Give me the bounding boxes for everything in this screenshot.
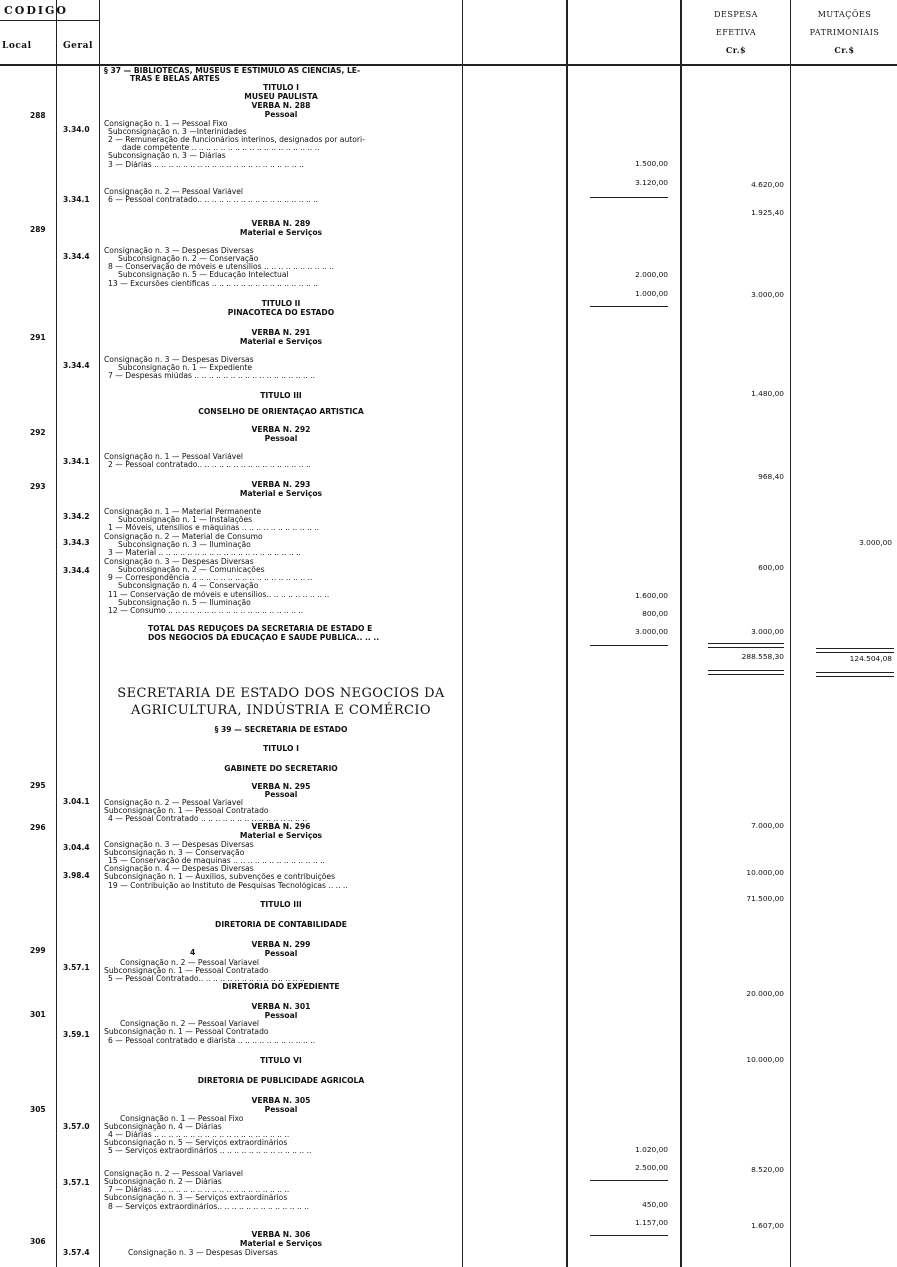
budget-line: VERBA N. 292 [251, 425, 311, 434]
geral-code: 3.34.2 [63, 512, 90, 521]
despesa-value: 1.607,00 [751, 1221, 784, 1230]
total-rule [708, 674, 784, 675]
despesa-value: 7.000,00 [751, 821, 784, 830]
header-despesa-1: DESPESA [714, 10, 758, 19]
budget-line: § 39 — SECRETARIA DE ESTADO [214, 725, 348, 734]
budget-line: VERBA N. 305 [251, 1096, 311, 1105]
budget-line: Consignação n. 2 — Pessoal Variavel [120, 959, 260, 967]
despesa-value: 1.925,40 [751, 208, 784, 217]
budget-line: TRAS E BELAS ARTES [130, 75, 220, 83]
budget-line: VERBA N. 301 [251, 1002, 311, 1011]
budget-line: Subconsignação n. 3 — Diárias [108, 152, 226, 160]
budget-line: 2 — Remuneração de funcionários interinos, designados por autori- [108, 136, 365, 144]
budget-line: Pessoal [264, 434, 298, 443]
budget-line: Material e Serviços [239, 489, 323, 498]
subtotal-value: 1.600,00 [635, 591, 668, 600]
budget-line: DIRETORIA DE PUBLICIDADE AGRICOLA [197, 1076, 365, 1085]
budget-line: Consignação n. 2 — Pessoal Variavel [104, 1170, 244, 1178]
budget-line: Subconsignação n. 1 — Pessoal Contratado [104, 807, 269, 815]
despesa-value: 1.480,00 [751, 389, 784, 398]
budget-line: Material e Serviços [239, 228, 323, 237]
header-geral: Geral [63, 41, 93, 51]
geral-code: 3.34.1 [63, 457, 90, 466]
budget-line: VERBA N. 291 [251, 328, 311, 337]
local-code: 291 [30, 333, 46, 342]
codigo-rule [0, 20, 99, 21]
geral-code: 3.57.0 [63, 1122, 90, 1131]
subtotal-value: 1.020,00 [635, 1145, 668, 1154]
budget-line: 13 — Excursões científicas .. .. .. .. .. .. .. .. .. .. .. .. .. .. .. [108, 280, 319, 288]
budget-line: Consignação n. 1 — Pessoal Fixo [120, 1115, 244, 1123]
despesa-value: 3.000,00 [751, 627, 784, 636]
budget-line: Consignação n. 2 — Pessoal Variável [104, 188, 244, 196]
budget-line: VERBA N. 289 [251, 219, 311, 228]
mutacoes-value: 124.504,08 [849, 654, 892, 663]
geral-code: 3.57.4 [63, 1248, 90, 1257]
total-rule [708, 647, 784, 648]
despesa-value: 8.520,00 [751, 1165, 784, 1174]
column-rule-subtotal [566, 0, 568, 1267]
budget-line: Consignação n. 3 — Despesas Diversas [104, 356, 254, 364]
budget-line: VERBA N. 296 [251, 822, 311, 831]
total-rule [708, 643, 784, 644]
budget-line: 8 — Conservação de móveis e utensílios .. .. .. .. .. .. .. .. .. .. [108, 263, 335, 271]
budget-line: Subconsignação n. 3 —Interinidades [108, 128, 247, 136]
budget-line: 4 [190, 949, 196, 957]
budget-line: Pessoal [264, 110, 298, 119]
budget-line: MUSEU PAULISTA [244, 92, 318, 101]
local-code: 305 [30, 1105, 46, 1114]
subtotal-value: 3.000,00 [635, 627, 668, 636]
column-rule-text [462, 0, 463, 1267]
total-rule [816, 676, 894, 677]
budget-line: DIRETORIA DO EXPEDIENTE [222, 982, 340, 991]
section-title-line-1: SECRETARIA DE ESTADO DOS NEGOCIOS DA [117, 686, 445, 701]
despesa-value: 4.620,00 [751, 180, 784, 189]
budget-line: Consignação n. 4 — Despesas Diversas [104, 865, 254, 873]
subtotal-rule [590, 1235, 668, 1236]
subtotal-value: 800,00 [642, 609, 668, 618]
budget-line: Consignação n. 2 — Pessoal Variavel [120, 1020, 260, 1028]
budget-line: Pessoal [264, 790, 298, 799]
budget-line: Subconsignação n. 5 — Educação Intelectual [118, 271, 289, 279]
local-code: 292 [30, 428, 46, 437]
column-rule-local [56, 0, 57, 1267]
geral-code: 3.34.1 [63, 195, 90, 204]
column-rule-mutacoes [790, 0, 791, 1267]
budget-line: GABINETE DO SECRETARIO [224, 764, 338, 773]
local-code: 293 [30, 482, 46, 491]
budget-line: Subconsignação n. 4 — Conservação [118, 582, 259, 590]
budget-line: 9 — Correspondência .. .. .. .. .. .. .. .. .. .. .. .. .. .. .. .. .. [108, 574, 313, 582]
budget-line: 11 — Conservação de móveis e utensílios.. .. .. .. .. .. .. .. .. [108, 591, 330, 599]
header-bottom-rule [0, 64, 897, 66]
subtotal-rule [590, 197, 668, 198]
budget-line: TITULO I [263, 83, 299, 92]
budget-line: Consignação n. 3 — Despesas Diversas [128, 1249, 278, 1257]
header-despesa-2: EFETIVA [715, 28, 757, 37]
despesa-value: 10.000,00 [746, 1055, 784, 1064]
geral-code: 3.57.1 [63, 963, 90, 972]
budget-line: Pessoal [264, 1105, 298, 1114]
geral-code: 3.04.4 [63, 843, 90, 852]
local-code: 295 [30, 781, 46, 790]
local-code: 301 [30, 1010, 46, 1019]
total-rule [816, 648, 894, 649]
budget-line: 4 — Diárias .. .. .. .. .. .. .. .. .. .. .. .. .. .. .. .. .. .. .. [108, 1131, 290, 1139]
geral-code: 3.59.1 [63, 1030, 90, 1039]
budget-line: 6 — Pessoal contratado.. .. .. .. .. .. .. .. .. .. .. .. .. .. .. .. .. [108, 196, 319, 204]
budget-line: DIRETORIA DE CONTABILIDADE [215, 920, 347, 929]
section-title-line-2: AGRICULTURA, INDÚSTRIA E COMÉRCIO [131, 703, 431, 718]
budget-line: 5 — Pessoal Contratado.. .. .. .. .. .. .. .. .. .. .. .. .. .. .. [108, 975, 305, 983]
budget-line: Subconsignação n. 1 — Pessoal Contratado [104, 967, 269, 975]
geral-code: 3.34.3 [63, 538, 90, 547]
subtotal-value: 2.000,00 [635, 270, 668, 279]
budget-line: Pessoal [264, 1011, 298, 1020]
budget-line: TITULO I [263, 744, 299, 753]
budget-line: VERBA N. 288 [251, 101, 311, 110]
budget-line: Subconsignação n. 3 — Conservação [104, 849, 245, 857]
header-codigo: CODIGO [4, 4, 68, 17]
budget-line: § 37 — BIBLIOTECAS, MUSEUS E ESTÍMULO AS CIENCIAS, LE- [104, 67, 361, 75]
budget-line: Consignação n. 1 — Material Permanente [104, 508, 262, 516]
local-code: 289 [30, 225, 46, 234]
budget-line: 19 — Contribuição ao Instituto de Pesquisas Tecnológicas .. .. .. [108, 882, 348, 890]
mutacoes-value: 3.000,00 [859, 538, 892, 547]
budget-line: Consignação n. 3 — Despesas Diversas [104, 558, 254, 566]
header-despesa-3: Cr.$ [725, 45, 747, 55]
despesa-value: 600,00 [758, 563, 784, 572]
geral-code: 3.98.4 [63, 871, 90, 880]
budget-line: TOTAL DAS REDUÇÕES DA SECRETARIA DE ESTADO E [148, 625, 373, 633]
despesa-value: 10.000,00 [746, 868, 784, 877]
header-mutacoes-2: PATRIMONIAIS [809, 28, 880, 37]
budget-line: DOS NEGÓCIOS DA EDUCAÇÃO E SAUDE PUBLICA.. .. .. [148, 634, 380, 642]
budget-line: 3 — Material .. .. .. .. .. .. .. .. .. .. .. .. .. .. .. .. .. .. .. .. [108, 549, 301, 557]
geral-code: 3.34.4 [63, 566, 90, 575]
subtotal-value: 450,00 [642, 1200, 668, 1209]
local-code: 306 [30, 1237, 46, 1246]
budget-line: Subconsignação n. 1 — Pessoal Contratado [104, 1028, 269, 1036]
total-rule [708, 670, 784, 671]
budget-line: TITULO III [260, 900, 302, 909]
header-mutacoes-3: Cr.$ [834, 45, 855, 55]
budget-line: VERBA N. 306 [251, 1230, 311, 1239]
budget-line: 15 — Conservação de maquinas .. .. .. .. .. .. .. .. .. .. .. .. .. [108, 857, 325, 865]
budget-line: TITULO II [261, 299, 301, 308]
despesa-value: 20.000,00 [746, 989, 784, 998]
geral-code: 3.57.1 [63, 1178, 90, 1187]
subtotal-value: 3.120,00 [635, 178, 668, 187]
geral-code: 3.34.4 [63, 252, 90, 261]
budget-line: 3 — Diárias .. .. .. .. .. .. .. .. .. .. .. .. .. .. .. .. .. .. .. .. .. [108, 161, 304, 169]
despesa-value: 288.558,30 [741, 652, 784, 661]
budget-line: 7 — Diárias .. .. .. .. .. .. .. .. .. .. .. .. .. .. .. .. .. .. .. [108, 1186, 290, 1194]
budget-line: TITULO VI [260, 1056, 302, 1065]
budget-line: Subconsignação n. 3 — Serviços extraordinários [104, 1194, 288, 1202]
budget-line: Consignação n. 1 — Pessoal Variável [104, 453, 244, 461]
budget-line: 5 — Serviços extraordinários .. .. .. .. .. .. .. .. .. .. .. .. .. [108, 1147, 312, 1155]
budget-line: Material e Serviços [239, 831, 323, 840]
budget-line: Subconsignação n. 3 — Iluminação [118, 541, 251, 549]
geral-code: 3.04.1 [63, 797, 90, 806]
budget-line: 1 — Móveis, utensílios e máquinas .. .. .. .. .. .. .. .. .. .. .. [108, 524, 320, 532]
budget-line: Consignação n. 2 — Material de Consumo [104, 533, 263, 541]
despesa-value: 71.500,00 [746, 894, 784, 903]
subtotal-rule [590, 1180, 668, 1181]
total-rule [816, 672, 894, 673]
budget-line: Subconsignação n. 1 — Auxílios, subvenções e contribuições [104, 873, 336, 881]
despesa-value: 3.000,00 [751, 290, 784, 299]
budget-line: Pessoal [264, 949, 298, 958]
budget-line: dade competente .. .. .. .. .. .. .. .. .. .. .. .. .. .. .. .. .. .. [122, 144, 320, 152]
budget-line: Subconsignação n. 5 — Iluminação [118, 599, 251, 607]
geral-code: 3.34.4 [63, 361, 90, 370]
budget-line: PINACOTECA DO ESTADO [227, 308, 335, 317]
budget-line: CONSELHO DE ORIENTAÇAO ARTISTICA [198, 407, 364, 416]
subtotal-rule [590, 306, 668, 307]
budget-line: Subconsignação n. 4 — Diárias [104, 1123, 222, 1131]
subtotal-value: 1.157,00 [635, 1218, 668, 1227]
despesa-value: 968,40 [758, 472, 784, 481]
budget-line: 8 — Serviços extraordinários.. .. .. .. .. .. .. .. .. .. .. .. .. [108, 1203, 310, 1211]
budget-line: Material e Serviços [239, 1239, 323, 1248]
subtotal-rule [590, 645, 668, 646]
header-mutacoes-1: MUTAÇÕES [817, 10, 872, 19]
budget-line: VERBA N. 299 [251, 940, 311, 949]
budget-line: 4 — Pessoal Contratado .. .. .. .. .. .. .. .. .. .. .. .. .. .. .. [108, 815, 308, 823]
budget-line: VERBA N. 295 [251, 782, 311, 791]
budget-line: TITULO III [260, 391, 302, 400]
budget-line: 6 — Pessoal contratado e diarista .. .. .. .. .. .. .. .. .. .. .. [108, 1037, 316, 1045]
budget-line: Subconsignação n. 1 — Expediente [118, 364, 253, 372]
budget-line: Subconsignação n. 5 — Serviços extraordinários [104, 1139, 288, 1147]
budget-line: Consignação n. 1 — Pessoal Fixo [104, 120, 228, 128]
subtotal-value: 1.000,00 [635, 289, 668, 298]
local-code: 288 [30, 111, 46, 120]
budget-line: 12 — Consumo .. .. .. .. .. .. .. .. .. .. .. .. .. .. .. .. .. .. .. [108, 607, 304, 615]
budget-line: Consignação n. 3 — Despesas Diversas [104, 841, 254, 849]
budget-line: Subconsignação n. 2 — Conservação [118, 255, 259, 263]
budget-line: 2 — Pessoal contratado.. .. .. .. .. .. .. .. .. .. .. .. .. .. .. .. [108, 461, 311, 469]
local-code: 296 [30, 823, 46, 832]
budget-line: Subconsignação n. 2 — Diárias [104, 1178, 222, 1186]
budget-line: Subconsignação n. 2 — Comunicações [118, 566, 265, 574]
budget-line: Consignação n. 2 — Pessoal Variavel [104, 799, 244, 807]
budget-line: Consignação n. 3 — Despesas Diversas [104, 247, 254, 255]
budget-line: Subconsignação n. 1 — Instalações [118, 516, 253, 524]
total-rule [816, 652, 894, 653]
subtotal-value: 2.500,00 [635, 1163, 668, 1172]
budget-line: VERBA N. 293 [251, 480, 311, 489]
budget-line: 7 — Despesas miúdas .. .. .. .. .. .. .. .. .. .. .. .. .. .. .. .. .. [108, 372, 316, 380]
budget-line: Material e Serviços [239, 337, 323, 346]
local-code: 299 [30, 946, 46, 955]
header-local: Local [2, 41, 32, 51]
geral-code: 3.34.0 [63, 125, 90, 134]
column-rule-despesa [680, 0, 682, 1267]
subtotal-value: 1.500,00 [635, 159, 668, 168]
